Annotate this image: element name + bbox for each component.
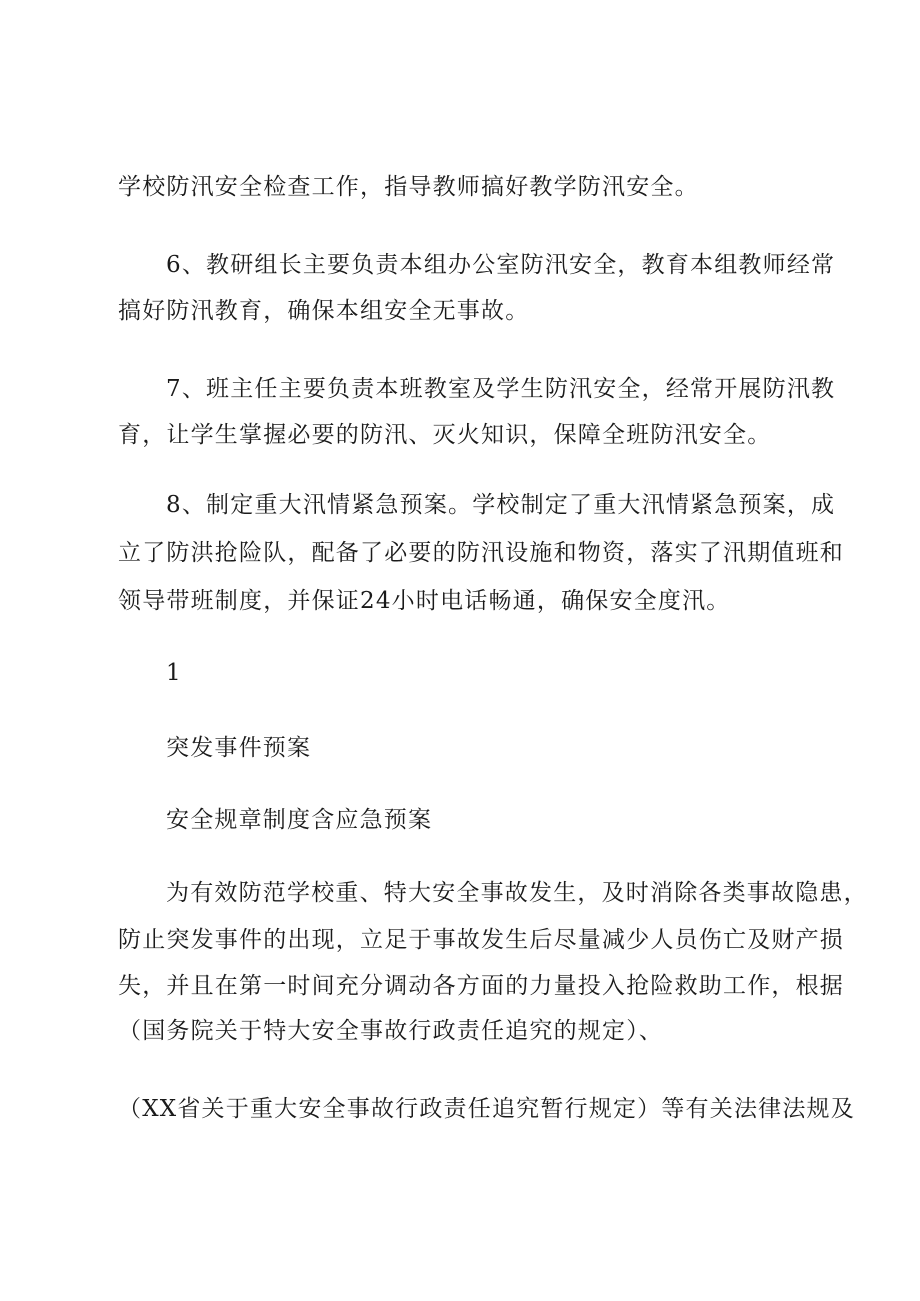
paragraph-line: 6、教研组长主要负责本组办公室防汛安全，教育本组教师经常 [166,252,836,278]
page-number: 1 [166,660,181,686]
paragraph-line: 失，并且在第一时间充分调动各方面的力量投入抢险救助工作，根据 [118,973,844,999]
paragraph-line: 为有效防范学校重、特大安全事故发生，及时消除各类事故隐患， [166,880,868,906]
paragraph-line: 7、班主任主要负责本班教室及学生防汛安全，经常开展防汛教 [166,376,836,402]
paragraph-line: （XX省关于重大安全事故行政责任追究暂行规定）等有关法律法规及 [118,1096,855,1122]
paragraph-line: 搞好防汛教育，确保本组安全无事故。 [118,298,530,324]
section-subheading: 安全规章制度含应急预案 [166,807,433,833]
paragraph-line: 学校防汛安全检查工作，指导教师搞好教学防汛安全。 [118,174,699,200]
paragraph-line: 领导带班制度，并保证24小时电话畅通，确保安全度汛。 [118,588,731,614]
paragraph-line: 8、制定重大汛情紧急预案。学校制定了重大汛情紧急预案，成 [166,492,836,518]
paragraph-line: 防止突发事件的出现，立足于事故发生后尽量减少人员伤亡及财产损 [118,927,844,953]
paragraph-line: 育，让学生掌握必要的防汛、灭火知识，保障全班防汛安全。 [118,422,772,448]
section-heading: 突发事件预案 [166,735,312,761]
paragraph-line: （国务院关于特大安全事故行政责任追究的规定）、 [118,1018,664,1044]
paragraph-line: 立了防洪抢险队，配备了必要的防汛设施和物资，落实了汛期值班和 [118,540,844,566]
